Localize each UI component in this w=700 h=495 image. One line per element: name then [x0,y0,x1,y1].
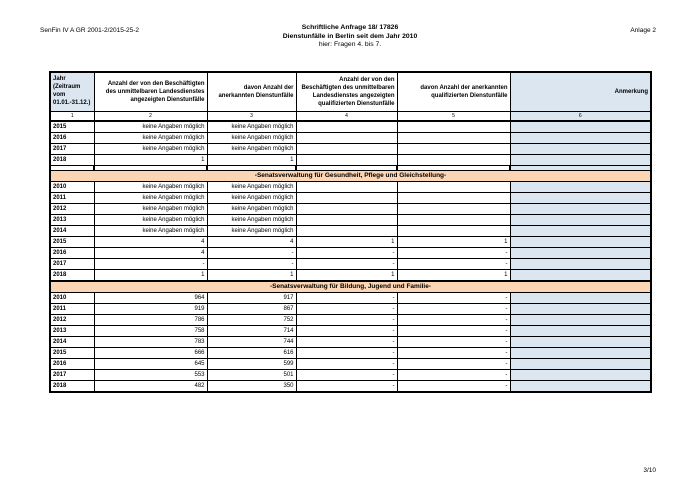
table-cell: - [207,248,296,259]
table-row [50,182,651,193]
column-number: 4 [296,112,397,122]
table-row [50,270,651,282]
section-heading-education: -Senatsverwaltung für Bildung, Jugend und Familie- [50,281,651,293]
table-row [50,381,651,393]
table-cell: 1 [207,155,296,166]
table-group-education [50,293,651,393]
column-header-recognized: davon Anzahl der anerkannten Dienstunfälle [207,72,296,112]
table-cell: - [397,315,510,326]
table-cell [296,121,397,133]
table-cell: keine Angaben möglich [94,121,207,133]
table-cell [510,155,651,166]
table-cell: - [296,248,397,259]
table-row [50,315,651,326]
column-number: 1 [50,112,94,122]
table-cell: 4 [94,237,207,248]
attachment-label: Anlage 2 [630,27,656,34]
table-cell [397,193,510,204]
table-cell: - [397,381,510,393]
table-cell [510,304,651,315]
page-number: 3/10 [643,467,656,474]
column-number: 2 [94,112,207,122]
table-row [50,348,651,359]
table-cell: keine Angaben möglich [207,226,296,237]
table-row [50,337,651,348]
table-cell: 2018 [50,270,94,282]
table-cell: 2016 [50,359,94,370]
table-cell: 2014 [50,226,94,237]
table-cell: keine Angaben möglich [94,215,207,226]
table-cell: 4 [94,248,207,259]
table-cell: 482 [94,381,207,393]
table-cell: 553 [94,370,207,381]
table-cell: - [397,370,510,381]
table-cell: 2016 [50,133,94,144]
table-cell: keine Angaben möglich [207,182,296,193]
section-heading-row [50,171,651,182]
table-cell [296,144,397,155]
table-cell: - [397,248,510,259]
table-cell: 2011 [50,304,94,315]
table-row [50,359,651,370]
section-heading-row [50,281,651,293]
table-cell: 786 [94,315,207,326]
document-subtitle: hier: Fragen 4. bis 7. [318,41,382,48]
table-cell: 4 [207,237,296,248]
table-cell [296,182,397,193]
table-cell [510,348,651,359]
table-cell: 1 [296,270,397,282]
table-row [50,155,651,166]
table-cell: - [207,259,296,270]
table-cell: 2012 [50,204,94,215]
table-cell: 2017 [50,259,94,270]
table-cell: 2011 [50,193,94,204]
section-heading-group [50,171,651,182]
table-cell [296,226,397,237]
column-number-row [50,112,651,122]
table-cell: keine Angaben möglich [207,133,296,144]
table-cell: - [397,304,510,315]
table-row [50,259,651,270]
table-cell: 1 [397,270,510,282]
table-row [50,121,651,133]
table-cell [510,226,651,237]
table-cell: 2010 [50,182,94,193]
table-cell: 2010 [50,293,94,304]
table-cell: 1 [296,237,397,248]
table-cell: keine Angaben möglich [94,193,207,204]
table-cell: 2012 [50,315,94,326]
table-cell [510,337,651,348]
table-cell [397,121,510,133]
table-cell: 2016 [50,248,94,259]
table-row [50,248,651,259]
section-heading-group [50,281,651,293]
table-cell: - [296,315,397,326]
table-row [50,133,651,144]
table-cell: - [397,359,510,370]
table-row [50,304,651,315]
table-cell: 2013 [50,326,94,337]
column-number: 5 [397,112,510,122]
table-cell [296,215,397,226]
table-row [50,237,651,248]
table-cell: - [296,359,397,370]
column-header-qualified-recognized: davon Anzahl der anerkannten qualifizierten Dienstunfälle [397,72,510,112]
accident-table [49,71,652,393]
table-cell: 2015 [50,237,94,248]
table-cell: 744 [207,337,296,348]
table-cell [510,237,651,248]
table-cell: 350 [207,381,296,393]
table-group-previous [50,121,651,171]
table-cell [510,248,651,259]
column-number: 3 [207,112,296,122]
table-cell [510,293,651,304]
table-row [50,204,651,215]
table-cell [397,215,510,226]
table-cell [510,359,651,370]
table-row [50,193,651,204]
table-cell: - [397,337,510,348]
document-subject: Dienstunfälle in Berlin seit dem Jahr 2010 [282,32,418,40]
table-cell [510,215,651,226]
table-cell: keine Angaben möglich [207,144,296,155]
table-cell: 501 [207,370,296,381]
section-heading-health: -Senatsverwaltung für Gesundheit, Pflege und Gleichstellung- [50,171,651,182]
table-cell: - [94,259,207,270]
table-cell: - [397,326,510,337]
column-number: 6 [510,112,651,122]
table-cell: - [296,348,397,359]
table-cell: keine Angaben möglich [94,226,207,237]
table-header-row [50,72,651,112]
table-cell [510,326,651,337]
table-cell: 1 [207,270,296,282]
column-header-year: Jahr (Zeitraum vom 01.01.-31.12.) [50,72,94,112]
table-cell: 2018 [50,155,94,166]
table-cell [296,133,397,144]
table-group-health [50,182,651,282]
table-cell [510,315,651,326]
table-cell: - [397,348,510,359]
table-row [50,326,651,337]
table-cell [296,193,397,204]
table-cell: - [296,326,397,337]
document-title: Schriftliche Anfrage 18/ 17826 [301,24,399,31]
table-cell: - [296,381,397,393]
table-cell: 714 [207,326,296,337]
table-cell: - [296,259,397,270]
table-cell: 666 [94,348,207,359]
table-cell: keine Angaben möglich [94,144,207,155]
table-cell: - [397,293,510,304]
table-cell: - [296,337,397,348]
table-cell [510,204,651,215]
table-cell [296,155,397,166]
table-cell [397,182,510,193]
table-cell [397,133,510,144]
table-cell: - [296,370,397,381]
table-cell: 1 [94,270,207,282]
table-cell [510,182,651,193]
column-header-qualified-reported: Anzahl der von den Beschäftigten des unmittelbaren Landesdienstes angezeigten qualifizierten Dienstunfälle [296,72,397,112]
table-cell: 2015 [50,121,94,133]
table-cell: 917 [207,293,296,304]
table-row [50,370,651,381]
table-cell [510,381,651,393]
table-cell: 1 [397,237,510,248]
table-cell: keine Angaben möglich [207,121,296,133]
document-reference: SenFin IV A GR 2001-2/2015-25-2 [40,27,140,34]
table-cell [397,204,510,215]
table-cell: 2017 [50,144,94,155]
table-cell: 2013 [50,215,94,226]
table-cell [510,144,651,155]
table-row [50,293,651,304]
table-cell: - [296,304,397,315]
table-cell: - [397,259,510,270]
title-block [0,24,700,50]
table-cell: 2014 [50,337,94,348]
table-cell: 752 [207,315,296,326]
table-cell [397,144,510,155]
table-cell: 2015 [50,348,94,359]
table-cell [510,370,651,381]
table-cell [510,121,651,133]
table-cell: keine Angaben möglich [94,133,207,144]
table-cell [510,259,651,270]
table-cell: keine Angaben möglich [207,193,296,204]
table-row [50,215,651,226]
table-cell: keine Angaben möglich [207,215,296,226]
table-cell [510,270,651,282]
table-cell: 1 [94,155,207,166]
column-header-remark: Anmerkung [510,72,651,112]
table-cell: 599 [207,359,296,370]
table-cell: 645 [94,359,207,370]
table-cell: 919 [94,304,207,315]
table-cell: 783 [94,337,207,348]
table-cell: keine Angaben möglich [94,204,207,215]
table-cell: keine Angaben möglich [94,182,207,193]
table-cell [510,133,651,144]
table-cell: 2018 [50,381,94,393]
table-row [50,226,651,237]
table-cell: 964 [94,293,207,304]
table-cell: keine Angaben möglich [207,204,296,215]
table-cell: 758 [94,326,207,337]
table-cell [510,193,651,204]
table-cell: - [296,293,397,304]
table-cell [397,155,510,166]
column-header-reported: Anzahl der von den Beschäftigten des unmittelbaren Landesdienstes angezeigten Dienstunfälle [94,72,207,112]
table-cell: 867 [207,304,296,315]
table-cell: 616 [207,348,296,359]
table-row [50,144,651,155]
table-cell [397,226,510,237]
table-cell: 2017 [50,370,94,381]
table-cell [296,204,397,215]
